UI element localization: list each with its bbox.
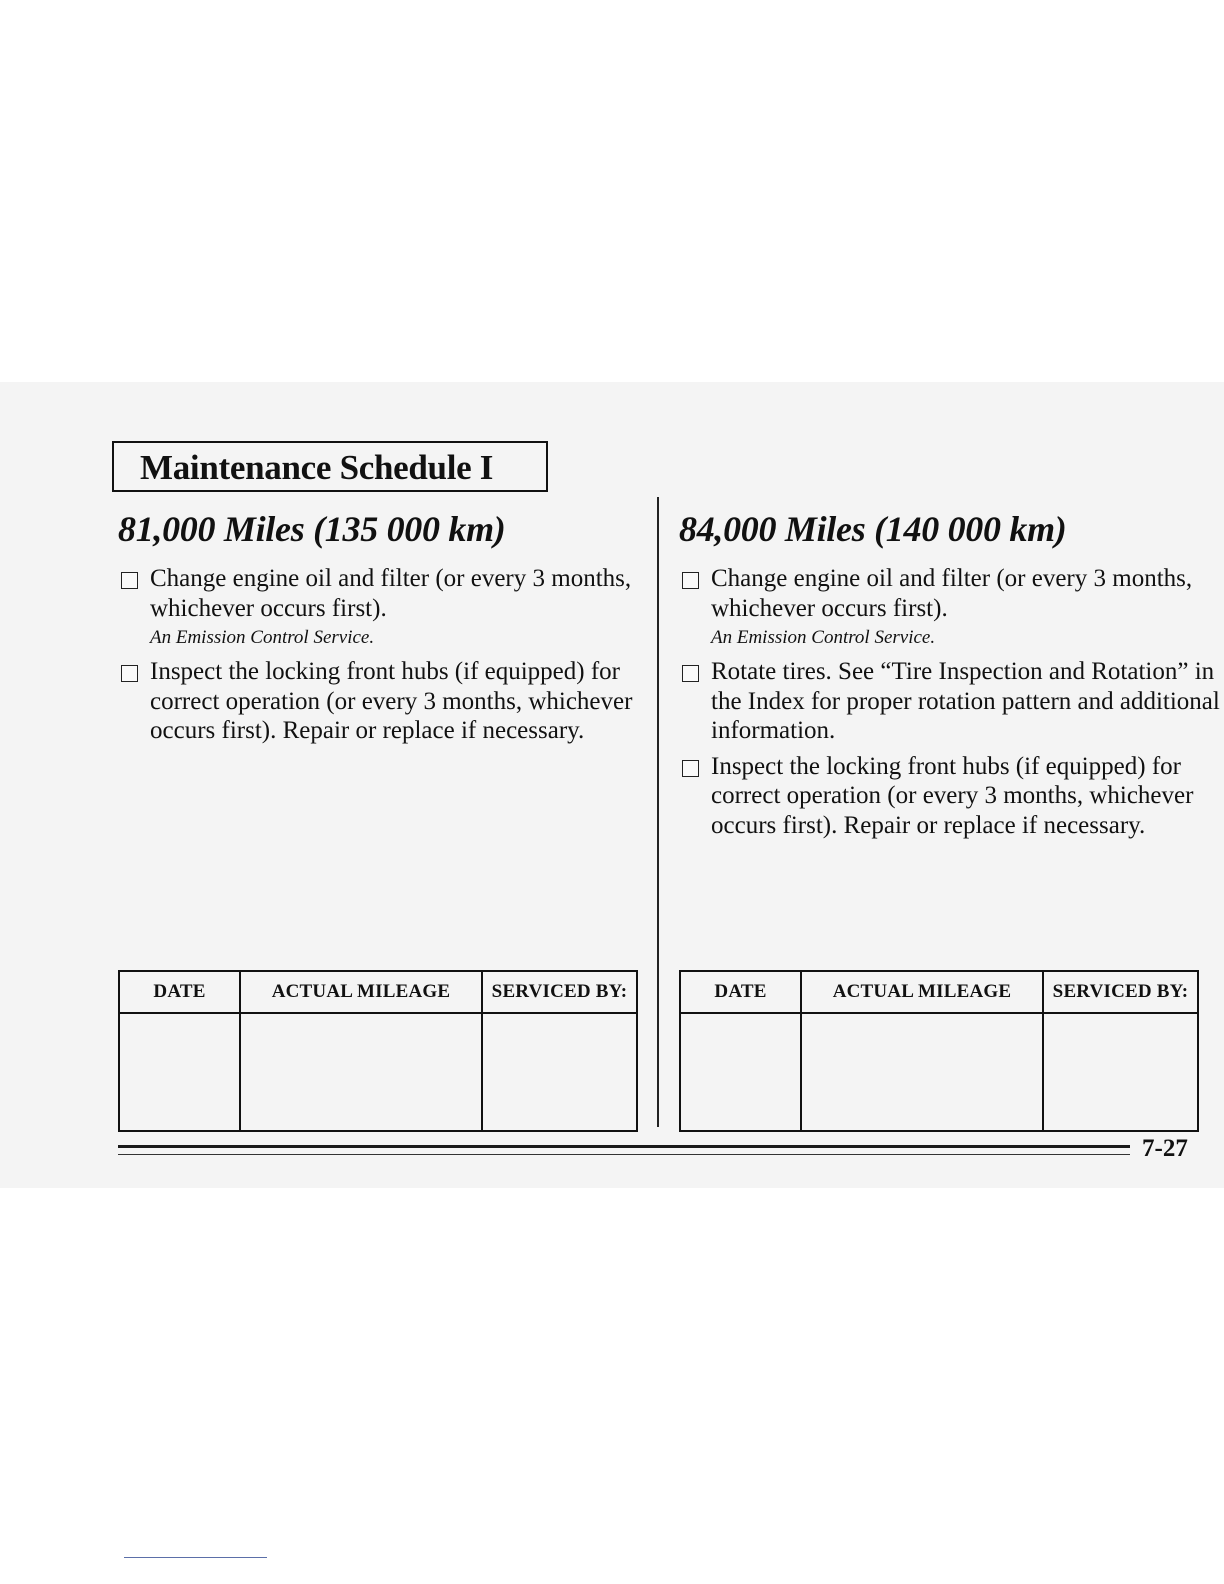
- page-number: 7-27: [1142, 1135, 1188, 1162]
- serviced-by-cell[interactable]: [482, 1013, 637, 1131]
- task-item: [118, 564, 658, 651]
- table-header-row: [119, 971, 637, 1013]
- task-note: An Emission Control Service.: [150, 627, 375, 648]
- mileage-heading-left: 81,000 Miles (135 000 km): [118, 509, 506, 549]
- task-item: [679, 752, 1219, 841]
- footer-rule-thin: [118, 1154, 1130, 1155]
- task-text: Rotate tires. See “Tire Inspection and Rotation” in the Index for proper rotation pattern and additional information.: [711, 658, 1220, 744]
- table-row: [119, 1013, 637, 1131]
- right-column: [679, 508, 1219, 846]
- task-text: Inspect the locking front hubs (if equipped) for correct operation (or every 3 months, whichever occurs first). Repair or replace if necessary.: [150, 658, 633, 744]
- serviced-by-header: SERVICED BY:: [482, 971, 637, 1013]
- actual-mileage-cell[interactable]: [801, 1013, 1043, 1131]
- left-column: [118, 508, 658, 752]
- task-list-left: [118, 564, 658, 746]
- date-cell[interactable]: [119, 1013, 240, 1131]
- actual-mileage-header: ACTUAL MILEAGE: [240, 971, 482, 1013]
- task-note: An Emission Control Service.: [711, 627, 936, 648]
- task-text: Change engine oil and filter (or every 3 months, whichever occurs first).: [150, 565, 632, 622]
- checkbox-icon[interactable]: [682, 760, 699, 777]
- task-text: Change engine oil and filter (or every 3 months, whichever occurs first).: [711, 565, 1193, 622]
- actual-mileage-cell[interactable]: [240, 1013, 482, 1131]
- mileage-heading-right: 84,000 Miles (140 000 km): [679, 509, 1067, 549]
- serviced-by-cell[interactable]: [1043, 1013, 1198, 1131]
- table-header-row: [680, 971, 1198, 1013]
- task-item: [118, 657, 658, 746]
- date-header: DATE: [680, 971, 801, 1013]
- checkbox-icon[interactable]: [121, 572, 138, 589]
- actual-mileage-header: ACTUAL MILEAGE: [801, 971, 1043, 1013]
- task-text: Inspect the locking front hubs (if equipped) for correct operation (or every 3 months, whichever occurs first). Repair or replace if necessary.: [711, 752, 1194, 839]
- task-list-right: [679, 564, 1219, 840]
- section-title-box: [112, 441, 548, 492]
- footnote-rule: [124, 1557, 267, 1558]
- section-title: Maintenance Schedule I: [140, 448, 494, 487]
- table-row: [680, 1013, 1198, 1131]
- checkbox-icon[interactable]: [682, 665, 699, 682]
- date-header: DATE: [119, 971, 240, 1013]
- footer-rule-thick: [118, 1145, 1130, 1148]
- date-cell[interactable]: [680, 1013, 801, 1131]
- task-item: [679, 657, 1219, 746]
- service-record-table-left: [118, 970, 638, 1132]
- checkbox-icon[interactable]: [682, 572, 699, 589]
- serviced-by-header: SERVICED BY:: [1043, 971, 1198, 1013]
- task-item: [679, 564, 1219, 651]
- checkbox-icon[interactable]: [121, 665, 138, 682]
- service-record-table-right: [679, 970, 1199, 1132]
